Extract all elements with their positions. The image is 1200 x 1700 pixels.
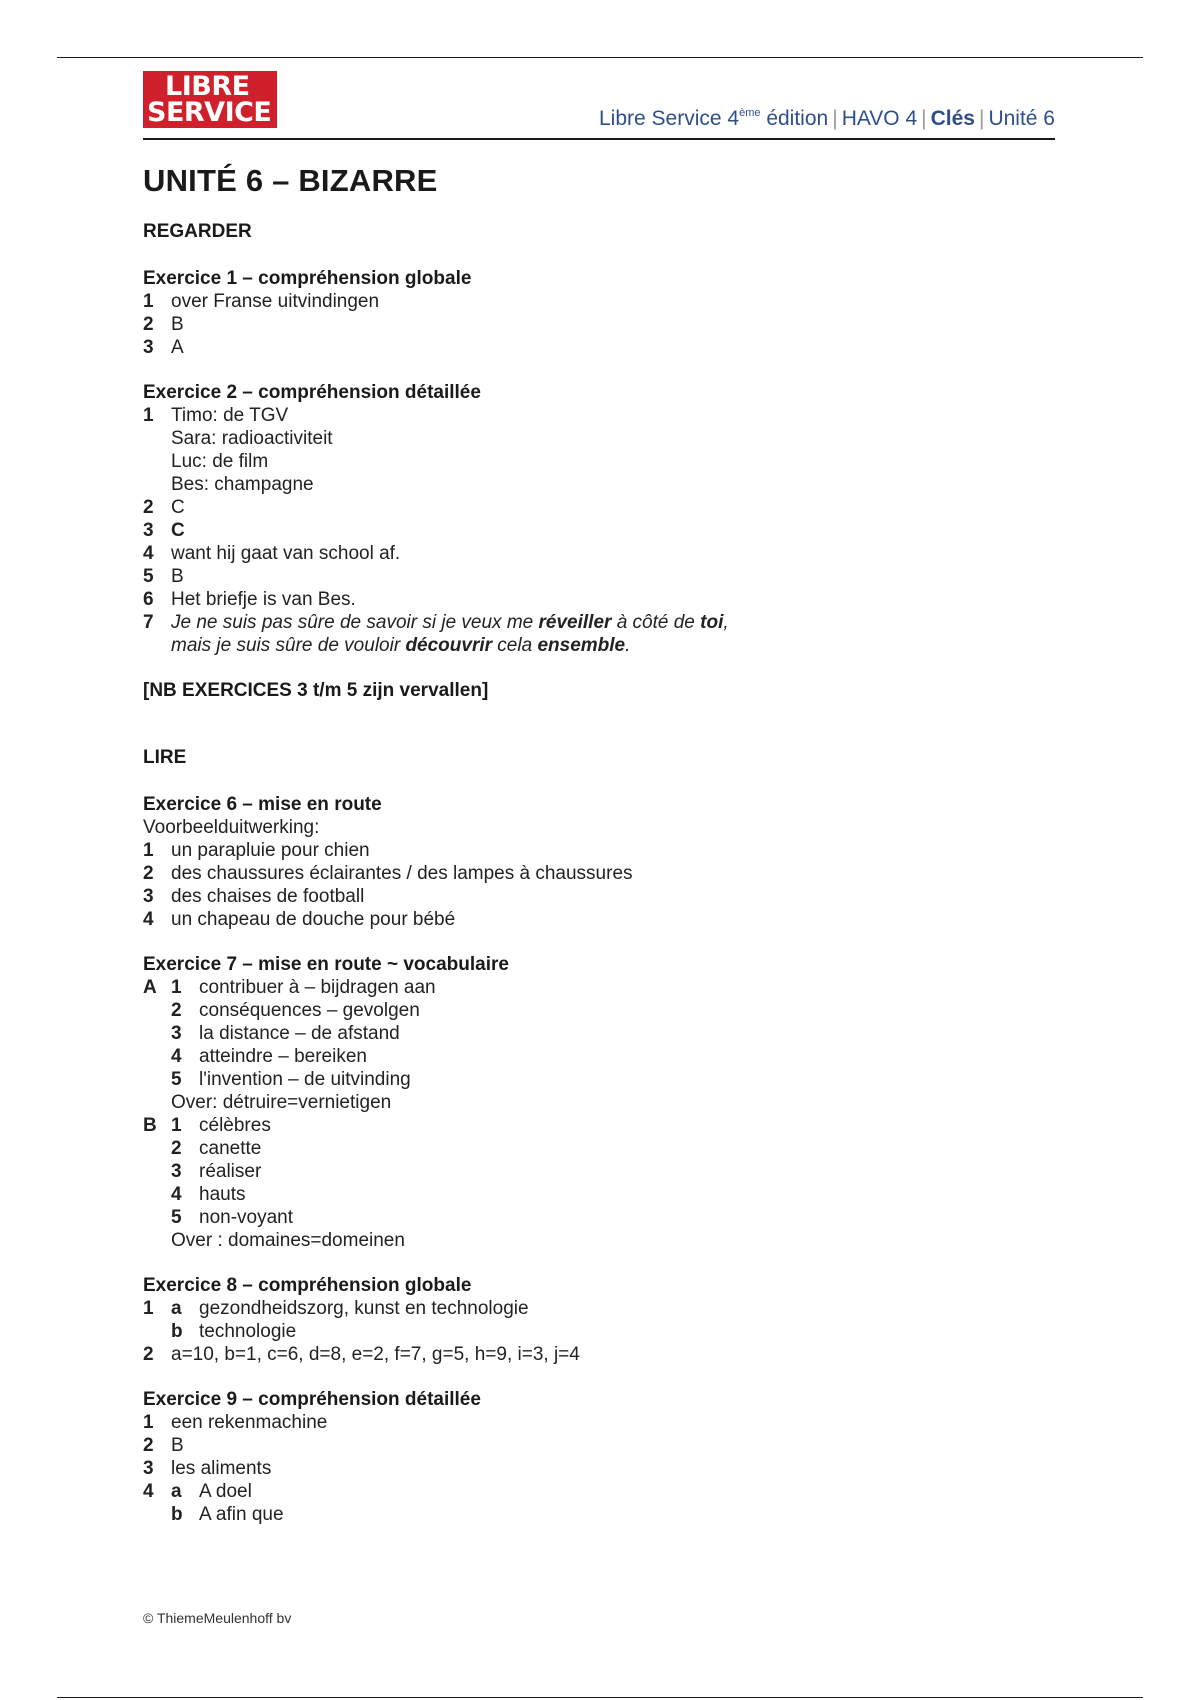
list-item	[143, 1480, 1043, 1503]
item-text: un chapeau de douche pour bébé	[171, 909, 456, 930]
list-item	[143, 588, 1043, 611]
quote-text: ,	[723, 612, 729, 633]
list-item	[143, 404, 1043, 427]
list-item	[143, 1206, 1043, 1229]
item-number: 3	[143, 1458, 154, 1479]
separator: |	[978, 107, 985, 130]
item-number: 3	[143, 886, 154, 907]
quote-bold: découvrir	[405, 635, 493, 656]
exercise-title: Exercice 2 – compréhension détaillée	[143, 382, 481, 403]
level-label: HAVO 4	[841, 107, 918, 130]
list-item	[143, 1068, 1043, 1091]
item-text: over Franse uitvindingen	[171, 291, 380, 312]
sub-item-label: b	[171, 1321, 183, 1342]
list-item	[143, 1160, 1043, 1183]
list-item-continuation: Bes: champagne	[171, 474, 314, 495]
item-number: 1	[171, 977, 182, 998]
quote-text: cela	[492, 635, 538, 656]
page-content	[143, 163, 1043, 1526]
list-item-continuation: Sara: radioactiviteit	[171, 428, 333, 449]
page-top-rule	[57, 57, 1143, 58]
logo-line-1: LIBRE	[165, 71, 250, 102]
item-text: want hij gaat van school af.	[171, 543, 401, 564]
item-number: 5	[171, 1069, 182, 1090]
list-item	[143, 885, 1043, 908]
list-item	[143, 542, 1043, 565]
exercise-title: Exercice 7 – mise en route ~ vocabulaire	[143, 954, 509, 975]
list-item	[143, 1457, 1043, 1480]
item-number: 5	[143, 566, 154, 587]
item-number: 1	[143, 1412, 154, 1433]
exercise-title: Exercice 8 – compréhension globale	[143, 1275, 472, 1296]
quote-text: .	[625, 635, 631, 656]
item-text: atteindre – bereiken	[199, 1046, 367, 1067]
item-number: 2	[143, 497, 154, 518]
item-number: 2	[171, 1138, 182, 1159]
item-text: la distance – de afstand	[199, 1023, 400, 1044]
exercise-title: Exercice 9 – compréhension détaillée	[143, 1389, 481, 1410]
quote-text: mais je suis sûre de vouloir	[171, 635, 406, 656]
list-item	[143, 1411, 1043, 1434]
list-item	[143, 1297, 1043, 1320]
item-number: 4	[171, 1184, 182, 1205]
logo-line-2: SERVICE	[147, 97, 272, 128]
item-text: des chaises de football	[171, 886, 365, 907]
item-number: 7	[143, 612, 154, 633]
list-item	[143, 862, 1043, 885]
series-name: Libre Service 4	[599, 107, 740, 130]
item-text: technologie	[199, 1321, 297, 1342]
item-text: non-voyant	[199, 1207, 294, 1228]
item-number: 2	[143, 1344, 154, 1365]
quote-bold: ensemble	[537, 635, 626, 656]
item-text: conséquences – gevolgen	[199, 1000, 420, 1021]
page-title: UNITÉ 6 – BIZARRE	[143, 163, 438, 198]
item-text: les aliments	[171, 1458, 272, 1479]
extra-word: Over: détruire=vernietigen	[171, 1092, 392, 1113]
list-item	[143, 1022, 1043, 1045]
item-text: célèbres	[199, 1115, 271, 1136]
list-item-continuation	[143, 634, 1043, 657]
list-item	[143, 908, 1043, 931]
exercise-note: [NB EXERCICES 3 t/m 5 zijn vervallen]	[143, 680, 489, 701]
item-text: des chaussures éclairantes / des lampes à chaussures	[171, 863, 633, 884]
separator: |	[832, 107, 838, 130]
item-text: A afin que	[199, 1504, 284, 1525]
list-item	[143, 1137, 1043, 1160]
exercise-title: Exercice 1 – compréhension globale	[143, 268, 472, 289]
list-item	[143, 611, 1043, 634]
sub-item-label: a	[171, 1481, 182, 1502]
edition-word: édition	[766, 107, 829, 130]
list-item	[143, 999, 1043, 1022]
list-item	[143, 976, 1043, 999]
list-item	[143, 1503, 1043, 1526]
item-number: 3	[171, 1023, 182, 1044]
page-header	[143, 71, 1055, 140]
list-item	[143, 313, 1043, 336]
section-title-regarder: REGARDER	[143, 221, 252, 242]
separator: |	[921, 107, 927, 130]
item-text: A doel	[199, 1481, 252, 1502]
quote-bold: réveiller	[538, 612, 612, 633]
item-number: 1	[143, 840, 154, 861]
item-text: B	[171, 566, 184, 587]
item-number: 2	[143, 1435, 154, 1456]
item-number: 4	[143, 1481, 154, 1502]
item-number: 6	[143, 589, 154, 610]
copyright-footer: © ThiemeMeulenhoff bv	[143, 1610, 292, 1626]
sub-item-label: b	[171, 1504, 183, 1525]
libre-service-logo	[143, 71, 277, 128]
item-text: Timo: de TGV	[171, 405, 289, 426]
part-label: A	[143, 977, 157, 998]
item-number: 1	[143, 291, 154, 312]
item-number: 1	[171, 1115, 182, 1136]
list-item	[143, 1343, 1043, 1366]
quote-bold: toi	[700, 612, 724, 633]
list-item	[143, 1114, 1043, 1137]
list-item	[143, 839, 1043, 862]
item-text: B	[171, 314, 184, 335]
item-text: een rekenmachine	[171, 1412, 328, 1433]
list-item-continuation: Luc: de film	[171, 451, 269, 472]
item-text: canette	[199, 1138, 262, 1159]
page-bottom-rule	[57, 1697, 1143, 1698]
quote-text: à côté de	[611, 612, 701, 633]
list-item	[143, 1183, 1043, 1206]
item-text: A	[171, 337, 184, 358]
item-number: 5	[171, 1207, 182, 1228]
header-meta	[599, 107, 1055, 131]
sub-item-label: a	[171, 1298, 182, 1319]
exercise-title: Exercice 6 – mise en route	[143, 794, 382, 815]
item-number: 2	[171, 1000, 182, 1021]
item-text: C	[171, 497, 185, 518]
item-number: 1	[143, 405, 154, 426]
list-item	[143, 1045, 1043, 1068]
section-title-lire: LIRE	[143, 747, 187, 768]
item-text: contribuer à – bijdragen aan	[199, 977, 436, 998]
item-text: gezondheidszorg, kunst en technologie	[199, 1298, 529, 1319]
item-number: 4	[143, 909, 154, 930]
list-item	[143, 565, 1043, 588]
item-number: 4	[143, 543, 154, 564]
item-number: 2	[143, 863, 154, 884]
item-text: B	[171, 1435, 184, 1456]
quote-text: Je ne suis pas sûre de savoir si je veux me	[171, 612, 539, 633]
item-text: C	[171, 520, 185, 541]
list-item	[143, 1434, 1043, 1457]
key-label: Clés	[930, 107, 975, 130]
item-text: l'invention – de uitvinding	[199, 1069, 411, 1090]
list-item	[143, 1320, 1043, 1343]
edition-sup: ème	[739, 107, 761, 119]
item-number: 4	[171, 1046, 182, 1067]
item-text: Het briefje is van Bes.	[171, 589, 356, 610]
exercise-intro: Voorbeelduitwerking:	[143, 817, 320, 838]
item-number: 1	[143, 1298, 154, 1319]
item-text: un parapluie pour chien	[171, 840, 370, 861]
item-number: 2	[143, 314, 154, 335]
list-item	[143, 290, 1043, 313]
item-text: réaliser	[199, 1161, 262, 1182]
list-item	[143, 519, 1043, 542]
item-number: 3	[171, 1161, 182, 1182]
extra-word: Over : domaines=domeinen	[171, 1230, 405, 1251]
item-number: 3	[143, 520, 154, 541]
list-item	[143, 336, 1043, 359]
part-label: B	[143, 1115, 157, 1136]
item-text: hauts	[199, 1184, 246, 1205]
header-rule	[143, 138, 1055, 140]
list-item	[143, 496, 1043, 519]
item-number: 3	[143, 337, 154, 358]
unit-label: Unité 6	[988, 107, 1055, 130]
item-text: a=10, b=1, c=6, d=8, e=2, f=7, g=5, h=9, i=3, j=4	[171, 1344, 580, 1365]
